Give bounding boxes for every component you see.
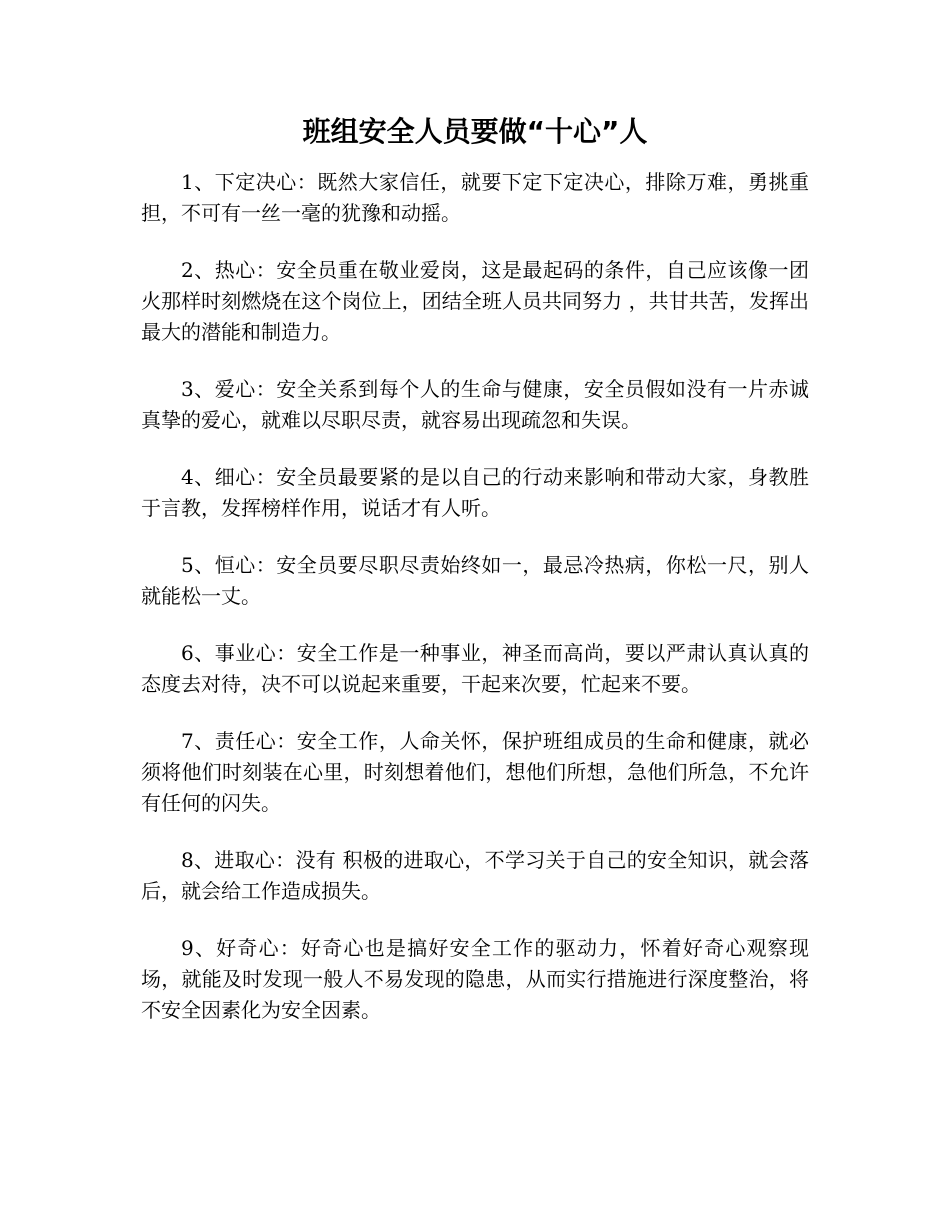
paragraph-6: 6、事业心：安全工作是一种事业，神圣而高尚，要以严肃认真认真的态度去对待，决不可以说起来重要，干起来次要，忙起来不要。 bbox=[141, 641, 809, 696]
paragraph-8: 8、进取心：没有 积极的进取心，不学习关于自己的安全知识，就会落后，就会给工作造成损失。 bbox=[141, 848, 809, 903]
paragraph-3: 3、爱心：安全关系到每个人的生命与健康，安全员假如没有一片赤诚真挚的爱心，就难以尽职尽责，就容易出现疏忽和失误。 bbox=[141, 377, 809, 432]
paragraph-9: 9、好奇心：好奇心也是搞好安全工作的驱动力，怀着好奇心观察现场，就能及时发现一般人不易发现的隐患，从而实行措施进行深度整治，将不安全因素化为安全因素。 bbox=[141, 936, 809, 1022]
paragraph-1: 1、下定决心：既然大家信任，就要下定下定决心，排除万难，勇挑重担，不可有一丝一毫的犹豫和动摇。 bbox=[141, 170, 809, 225]
paragraph-4: 4、细心：安全员最要紧的是以自己的行动来影响和带动大家，身教胜于言教，发挥榜样作用，说话才有人听。 bbox=[141, 465, 809, 520]
paragraph-7: 7、责任心：安全工作，人命关怀，保护班组成员的生命和健康，就必须将他们时刻装在心里，时刻想着他们，想他们所想，急他们所急，不允许有任何的闪失。 bbox=[141, 729, 809, 815]
document-title: 班组安全人员要做“十心”人 bbox=[302, 115, 648, 148]
document-body bbox=[141, 167, 809, 1052]
paragraph-2: 2、热心：安全员重在敬业爱岗，这是最起码的条件，自己应该像一团火那样时刻燃烧在这个岗位上，团结全班人员共同努力 ，共甘共苦，发挥出最大的潜能和制造力。 bbox=[141, 258, 809, 344]
paragraph-5: 5、恒心：安全员要尽职尽责始终如一，最忌冷热病，你松一尺，别人就能松一丈。 bbox=[141, 553, 809, 608]
